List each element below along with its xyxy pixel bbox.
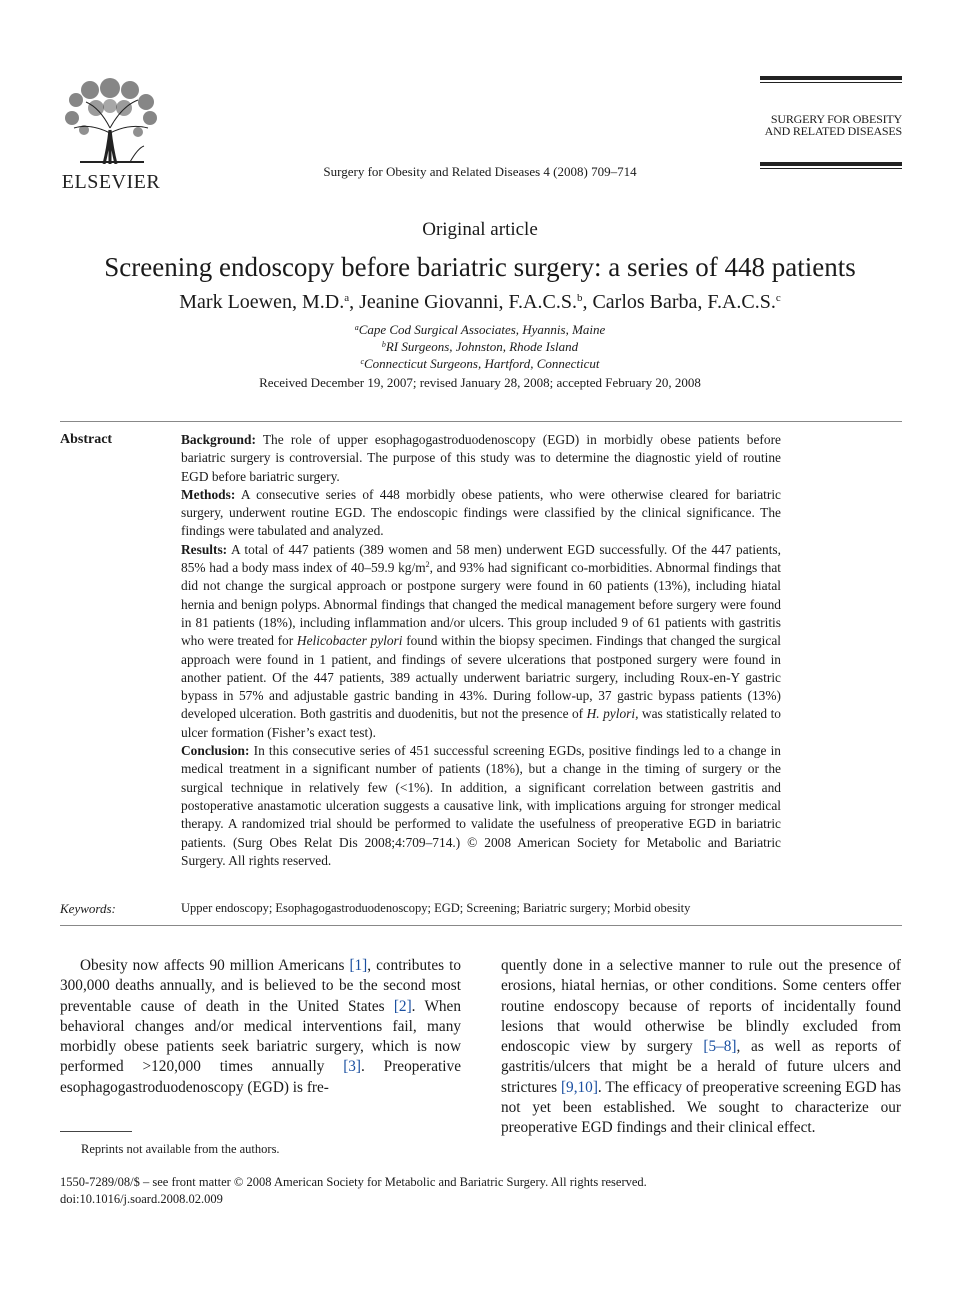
section-text: found within the biopsy specimen. Findings that changed the surgical approach were found in 1 patient, and findings of severe ulcerations that postponed surgery were found in another patient. Of the 447 patients, 389 actually underwent bariatric surgery, including Roux-en-Y gastric bypass in 57% and adjustable gastric banding in 43%. During follow-up, 37 gastric bypass patients (13%) developed ulceration. Both gastritis and duodenitis, but not the presence of: [181, 633, 781, 722]
author-name: Carlos Barba, F.A.C.S.: [592, 291, 776, 313]
keywords: Upper endoscopy; Esophagogastroduodenoscopy; EGD; Screening; Bariatric surgery; Morbid obesity: [181, 901, 691, 915]
section-heading: Methods:: [181, 486, 236, 502]
journal-name-line1: SURGERY FOR OBESITY: [770, 112, 902, 126]
affiliation: [0, 322, 960, 338]
author-mark: a: [344, 292, 350, 304]
affiliation-text: Connecticut Surgeons, Hartford, Connecticut: [364, 356, 600, 371]
publisher-logo: [60, 78, 162, 194]
affiliation-mark: a: [354, 323, 359, 332]
masthead-rule-bottom: [760, 162, 902, 169]
abstract-rule-top: [60, 421, 902, 422]
section-text: In this consecutive series of 451 successful screening EGDs, positive findings led to a change in medical treatment in a significant number of patients (18%), but a change in the timing of surgery or the surgical technique in relatively few (<1%). In addition, a significant correlation between gastritis and postoperative anastamotic ulceration suggests a causative link, with implications arguing for stronger medical therapy. A randomized trial should be performed to validate the usefulness of preoperative EGD in bariatric patients. (Surg Obes Relat Dis 2008;4:709–714.) © 2008 American Society for Metabolic and Bariatric Surgery. All rights reserved.: [181, 743, 781, 868]
body-text: , as well as reports of gastritis/ulcers that might be a herald of future ulcers and strictures: [501, 1038, 901, 1096]
affiliation-mark: b: [381, 340, 386, 349]
masthead-rule-top: [760, 76, 902, 83]
affiliation-text: RI Surgeons, Johnston, Rhode Island: [385, 339, 579, 354]
abstract-background: [181, 431, 781, 486]
section-text: A consecutive series of 448 morbidly obese patients, who were otherwise cleared for bariatric surgery, underwent routine EGD. The endoscopic findings were classified by the clinical significance. The findings were tabulated and analyzed.: [181, 486, 781, 539]
citation-link[interactable]: [9,10]: [560, 1078, 598, 1096]
body-text: , contributes to 300,000 deaths annually, and is believed to be the second most preventable cause of death in the United States: [60, 957, 462, 1015]
abstract-body: [181, 431, 781, 870]
footnote-rule: [60, 1131, 132, 1132]
citation-link[interactable]: [3]: [343, 1058, 362, 1076]
section-text: was statistically related to ulcer formation (Fisher’s exact test).: [181, 706, 781, 740]
author-mark: c: [775, 292, 781, 304]
citation-link[interactable]: [1]: [349, 957, 368, 974]
journal-masthead: [760, 76, 902, 169]
article-title: Screening endoscopy before bariatric surgery: a series of 448 patients: [104, 252, 856, 282]
body-text: . The efficacy of preoperative screening EGD has not yet been established. We sought to characterize our preoperative EGD findings and their clinical effect.: [501, 1078, 901, 1137]
copyright-block: [60, 1174, 647, 1208]
elsevier-tree-icon: [60, 78, 162, 164]
article-dates: Received December 19, 2007; revised January 28, 2008; accepted February 20, 2008: [259, 375, 701, 390]
affiliation: [0, 339, 960, 355]
author-name: Jeanine Giovanni, F.A.C.S.: [359, 291, 577, 313]
superscript: 2: [425, 560, 430, 570]
author-mark: b: [576, 292, 583, 304]
footnote: Reprints not available from the authors.: [81, 1142, 280, 1156]
abstract-conclusion: [181, 742, 781, 870]
affiliation: [0, 356, 960, 372]
affiliation-text: Cape Cod Surgical Associates, Hyannis, Maine: [358, 322, 606, 337]
citation-link[interactable]: [2]: [393, 997, 412, 1015]
body-column-right: [501, 956, 901, 1139]
section-heading: Conclusion:: [181, 743, 250, 759]
affiliation-mark: c: [360, 357, 364, 366]
doi-line[interactable]: doi:10.1016/j.soard.2008.02.009: [60, 1192, 223, 1206]
journal-name: [760, 113, 902, 137]
section-heading: Results:: [181, 541, 228, 557]
abstract-methods: [181, 486, 781, 541]
issn-line: 1550-7289/08/$ – see front matter © 2008 American Society for Metabolic and Bariatric Surgery. All rights reserved.: [60, 1175, 647, 1189]
body-text: . Preoperative esophagogastroduodenoscopy (EGD) is fre-: [60, 1058, 461, 1096]
body-text: quently done in a selective manner to rule out the presence of erosions, hiatal hernias, or other conditions. Some centers offer routine endoscopy because of reports of incidentally found lesions that would otherwise be blindly excluded from endoscopic view by surgery: [501, 957, 901, 1056]
journal-name-line2: AND RELATED DISEASES: [764, 124, 902, 138]
article-type: Original article: [422, 219, 538, 240]
body-text: . When behavioral changes and/or medical interventions fail, many morbidly obese patients seek bariatric surgery, which is now performed >120,000 times annually: [60, 997, 461, 1076]
author-list: Mark Loewen, M.D.$^a$, Jeanine Giovanni, F.A.C.S.$^b$, Carlos Barba, F.A.C.S.$^c$: [179, 291, 781, 313]
species-name: Helicobacter pylori: [296, 633, 403, 649]
abstract-rule-bottom: [60, 925, 902, 926]
section-text: A total of 447 patients (389 women and 58 men) underwent EGD successfully. Of the 447 patients, 85% had a body mass index of 40–59.9 kg/m: [181, 541, 781, 576]
citation-link[interactable]: [5–8]: [703, 1038, 737, 1056]
author-name: Mark Loewen, M.D.: [179, 291, 345, 313]
keywords-label: Keywords:: [60, 901, 116, 916]
section-text: , and 93% had significant co-morbidities. Abnormal findings that did not change the surgical approach or postpone surgery were found in 60 patients (13%), including hiatal hernia and benign polyps. Abnormal findings that changed the medical management before surgery were found in 81 patients (18%), including inflammation and/or ulcers. This group included 9 of 61 patients with gastritis who were treated for: [181, 560, 781, 649]
abstract-label: Abstract: [60, 432, 113, 447]
species-name: H. pylori,: [586, 706, 639, 722]
section-text: The role of upper esophagogastroduodenoscopy (EGD) in morbidly obese patients before bariatric surgery is controversial. The purpose of this study was to determine the diagnostic yield of routine EGD before bariatric surgery.: [181, 432, 781, 484]
body-column-left: [60, 956, 461, 1098]
section-heading: Background:: [181, 432, 256, 447]
abstract-results: [181, 541, 781, 742]
body-text: Obesity now affects 90 million Americans: [80, 957, 350, 974]
journal-citation: Surgery for Obesity and Related Diseases 4 (2008) 709–714: [323, 164, 637, 179]
publisher-wordmark: ELSEVIER: [61, 171, 161, 193]
